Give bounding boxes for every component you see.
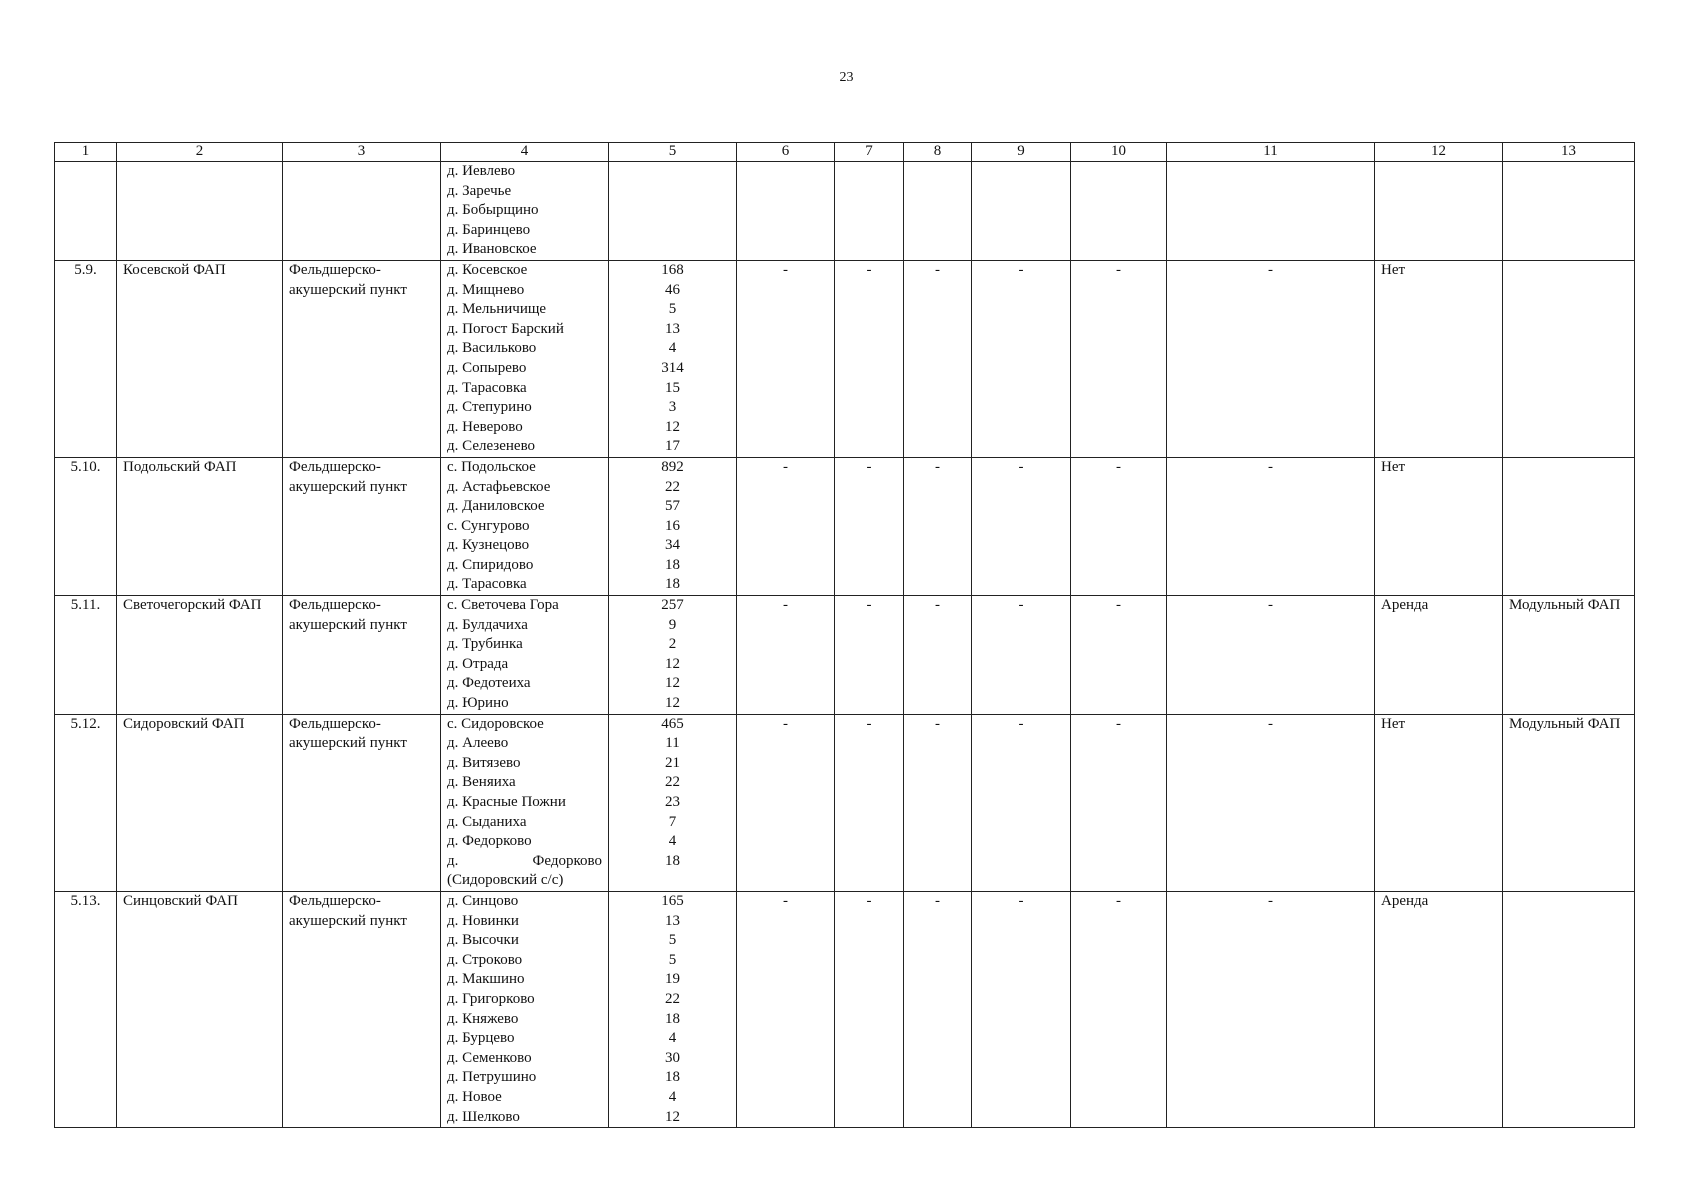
table-row	[55, 891, 1635, 1127]
settlement-name: д. Булдачиха	[447, 616, 528, 633]
settlement-name: д. Новинки	[447, 912, 519, 929]
population-value: 5	[668, 301, 677, 318]
column-13-cell: Модульный ФАП	[1503, 714, 1635, 891]
population-value	[615, 240, 730, 260]
settlement-name: д. Сопырево	[447, 359, 527, 376]
facility-name-cell: Сидоровский ФАП	[117, 714, 283, 891]
column-7-cell: -	[835, 714, 904, 891]
settlement-name: д. Красные Пожни	[447, 794, 566, 810]
column-9-cell: -	[972, 260, 1071, 457]
column-12-cell: Аренда	[1375, 596, 1503, 715]
population-value: 5	[668, 932, 677, 949]
population-value: 3	[668, 399, 677, 416]
population-cell	[609, 714, 737, 891]
row-number-cell	[55, 162, 117, 261]
population-value: 22	[665, 478, 680, 495]
table-row	[55, 457, 1635, 595]
facility-type-cell: Фельдшерско-акушерский пункт	[283, 457, 441, 595]
population-cell	[609, 260, 737, 457]
settlement-name: д. Степурино	[447, 399, 532, 416]
column-6-cell: -	[737, 260, 835, 457]
column-9-cell: -	[972, 891, 1071, 1127]
settlements-cell	[441, 260, 609, 457]
registry-table	[54, 142, 1635, 1128]
settlement-name: д. Отрада	[447, 655, 509, 672]
facility-name-cell	[117, 162, 283, 261]
population-value: 12	[665, 675, 680, 692]
column-8-cell	[904, 162, 972, 261]
settlements-cell	[441, 457, 609, 595]
settlement-name: д. Григорково	[447, 990, 535, 1007]
settlement-name: д. Астафьевское	[447, 478, 551, 495]
population-value: 18	[665, 1069, 680, 1086]
column-header: 7	[835, 143, 904, 162]
column-10-cell: -	[1071, 714, 1167, 891]
settlement-name: с. Подольское	[447, 458, 536, 475]
population-value: 16	[665, 517, 680, 534]
population-value	[615, 871, 730, 891]
settlement-name: д. Косевское	[447, 261, 528, 278]
population-value: 165	[661, 892, 684, 909]
population-value: 34	[665, 537, 680, 554]
population-value	[615, 162, 730, 182]
facility-type-cell: Фельдшерско-акушерский пункт	[283, 260, 441, 457]
settlement-name: д. Бурцево	[447, 1030, 515, 1047]
settlement-name: (Сидоровский с/с)	[447, 872, 564, 889]
population-cell	[609, 596, 737, 715]
settlement-name: д. Семенково	[447, 1049, 532, 1066]
population-cell	[609, 457, 737, 595]
settlement-name: д. Тарасовка	[447, 576, 527, 593]
column-12-cell: Нет	[1375, 260, 1503, 457]
settlement-name: д. Шелково	[447, 1108, 520, 1125]
population-value: 4	[668, 833, 677, 850]
settlement-name: д. Сыданиха	[447, 813, 527, 830]
column-header: 5	[609, 143, 737, 162]
column-header: 13	[1503, 143, 1635, 162]
facility-name-cell: Светочегорский ФАП	[117, 596, 283, 715]
settlement-name: д. Кузнецово	[447, 537, 530, 554]
population-value: 17	[665, 438, 680, 455]
population-value: 7	[668, 813, 677, 830]
population-value: 13	[665, 912, 680, 929]
population-value	[615, 221, 730, 241]
table-row	[55, 596, 1635, 715]
row-number-cell: 5.13.	[55, 891, 117, 1127]
population-value: 4	[668, 1088, 677, 1105]
settlement-name: д. Погост Барский	[447, 320, 564, 337]
settlement-name: д. Новое	[447, 1088, 502, 1105]
population-value: 22	[665, 774, 680, 791]
population-value: 18	[665, 852, 680, 869]
settlement-name: с. Сунгурово	[447, 517, 530, 534]
column-10-cell	[1071, 162, 1167, 261]
column-8-cell: -	[904, 891, 972, 1127]
column-9-cell: -	[972, 457, 1071, 595]
facility-type-cell: Фельдшерско-акушерский пункт	[283, 714, 441, 891]
column-7-cell: -	[835, 596, 904, 715]
row-number-cell: 5.10.	[55, 457, 117, 595]
column-9-cell: -	[972, 714, 1071, 891]
column-header: 1	[55, 143, 117, 162]
population-value: 18	[665, 556, 680, 573]
facility-name-cell: Синцовский ФАП	[117, 891, 283, 1127]
column-header: 8	[904, 143, 972, 162]
facility-name-cell: Подольский ФАП	[117, 457, 283, 595]
table-row	[55, 162, 1635, 261]
column-9-cell	[972, 162, 1071, 261]
population-value: 257	[661, 597, 684, 614]
column-6-cell: -	[737, 714, 835, 891]
population-value: 30	[665, 1049, 680, 1066]
population-value: 46	[665, 281, 680, 298]
population-value: 12	[665, 418, 680, 435]
column-6-cell: -	[737, 457, 835, 595]
population-value: 18	[665, 1010, 680, 1027]
settlement-name: д. Веняиха	[447, 774, 516, 791]
settlement-name: д. Васильково	[447, 340, 537, 357]
column-11-cell: -	[1167, 714, 1375, 891]
settlement-name: д. Витязево	[447, 754, 521, 771]
settlement-name: д. Заречье	[447, 182, 512, 199]
column-11-cell: -	[1167, 260, 1375, 457]
column-6-cell: -	[737, 891, 835, 1127]
column-10-cell: -	[1071, 457, 1167, 595]
population-value: 57	[665, 498, 680, 515]
table-body	[55, 162, 1635, 1128]
table-row	[55, 714, 1635, 891]
facility-type-cell: Фельдшерско-акушерский пункт	[283, 596, 441, 715]
population-value: 18	[665, 576, 680, 593]
settlement-name: д. Макшино	[447, 971, 525, 988]
column-11-cell: -	[1167, 457, 1375, 595]
column-10-cell: -	[1071, 891, 1167, 1127]
column-12-cell: Аренда	[1375, 891, 1503, 1127]
row-number-cell: 5.11.	[55, 596, 117, 715]
population-value: 19	[665, 971, 680, 988]
column-6-cell: -	[737, 596, 835, 715]
settlements-cell	[441, 714, 609, 891]
settlement-name: д. Высочки	[447, 932, 519, 949]
population-value: 11	[665, 735, 680, 752]
column-11-cell	[1167, 162, 1375, 261]
column-13-cell: Модульный ФАП	[1503, 596, 1635, 715]
settlement-name: д. Строково	[447, 951, 523, 968]
settlement-name: д. Спиридово	[447, 556, 534, 573]
population-value	[615, 182, 730, 202]
population-value: 12	[665, 655, 680, 672]
settlement-name: д. Баринцево	[447, 221, 531, 238]
population-value: 13	[665, 320, 680, 337]
column-8-cell: -	[904, 596, 972, 715]
column-header: 6	[737, 143, 835, 162]
row-number-cell: 5.12.	[55, 714, 117, 891]
settlement-name: д. Ивановское	[447, 241, 537, 258]
column-9-cell: -	[972, 596, 1071, 715]
population-value: 2	[668, 636, 677, 653]
settlement-name: д. Юрино	[447, 695, 509, 712]
column-10-cell: -	[1071, 596, 1167, 715]
population-value: 9	[668, 616, 677, 633]
column-header: 9	[972, 143, 1071, 162]
column-12-cell: Нет	[1375, 714, 1503, 891]
settlements-cell	[441, 891, 609, 1127]
population-cell	[609, 162, 737, 261]
column-12-cell	[1375, 162, 1503, 261]
settlements-cell	[441, 162, 609, 261]
settlement-name: с. Светочева Гора	[447, 597, 559, 614]
population-value	[615, 201, 730, 221]
settlement-name: д. Неверово	[447, 418, 523, 435]
settlement-name: д. Федорково	[447, 833, 532, 850]
settlements-cell	[441, 596, 609, 715]
settlement-name: д. Тарасовка	[447, 379, 527, 396]
column-11-cell: -	[1167, 891, 1375, 1127]
facility-type-cell: Фельдшерско-акушерский пункт	[283, 891, 441, 1127]
column-11-cell: -	[1167, 596, 1375, 715]
column-7-cell: -	[835, 260, 904, 457]
facility-name-cell: Косевской ФАП	[117, 260, 283, 457]
settlement-name: д. Селезенево	[447, 438, 536, 455]
population-value: 12	[665, 1108, 680, 1125]
row-number-cell: 5.9.	[55, 260, 117, 457]
population-value: 168	[661, 261, 684, 278]
population-value: 22	[665, 990, 680, 1007]
population-value: 21	[665, 754, 680, 771]
population-value: 4	[668, 1030, 677, 1047]
column-header: 3	[283, 143, 441, 162]
column-header: 4	[441, 143, 609, 162]
page-number: 23	[839, 70, 854, 85]
settlement-name: д. Мельничище	[447, 301, 547, 318]
population-value: 12	[665, 695, 680, 712]
column-header: 2	[117, 143, 283, 162]
column-8-cell: -	[904, 260, 972, 457]
settlement-name: д. Княжево	[447, 1010, 519, 1027]
column-13-cell	[1503, 891, 1635, 1127]
table-row	[55, 260, 1635, 457]
population-value: 892	[661, 458, 684, 475]
settlement-name: д. Мищнево	[447, 281, 525, 298]
column-12-cell: Нет	[1375, 457, 1503, 595]
population-value: 4	[668, 340, 677, 357]
settlement-name: д. Федотеиха	[447, 675, 531, 692]
column-header: 10	[1071, 143, 1167, 162]
settlement-name: д. Федорково	[447, 852, 602, 869]
population-value: 314	[661, 359, 684, 376]
header-row	[55, 143, 1635, 162]
population-value: 15	[665, 379, 680, 396]
settlement-name: д. Иевлево	[447, 163, 516, 179]
column-8-cell: -	[904, 714, 972, 891]
population-value: 23	[665, 794, 680, 810]
settlement-name: д. Даниловское	[447, 498, 545, 515]
column-10-cell: -	[1071, 260, 1167, 457]
column-7-cell	[835, 162, 904, 261]
population-value: 465	[661, 715, 684, 732]
column-header: 11	[1167, 143, 1375, 162]
column-7-cell: -	[835, 457, 904, 595]
column-header: 12	[1375, 143, 1503, 162]
facility-type-cell	[283, 162, 441, 261]
column-13-cell	[1503, 162, 1635, 261]
column-7-cell: -	[835, 891, 904, 1127]
population-cell	[609, 891, 737, 1127]
column-13-cell	[1503, 457, 1635, 595]
population-value: 5	[668, 951, 677, 968]
settlement-name: д. Синцово	[447, 892, 519, 909]
settlement-name: с. Сидоровское	[447, 715, 544, 732]
column-6-cell	[737, 162, 835, 261]
column-13-cell	[1503, 260, 1635, 457]
column-8-cell: -	[904, 457, 972, 595]
settlement-name: д. Петрушино	[447, 1069, 537, 1086]
settlement-name: д. Алеево	[447, 735, 509, 752]
settlement-name: д. Бобырщино	[447, 202, 539, 219]
settlement-name: д. Трубинка	[447, 636, 523, 653]
